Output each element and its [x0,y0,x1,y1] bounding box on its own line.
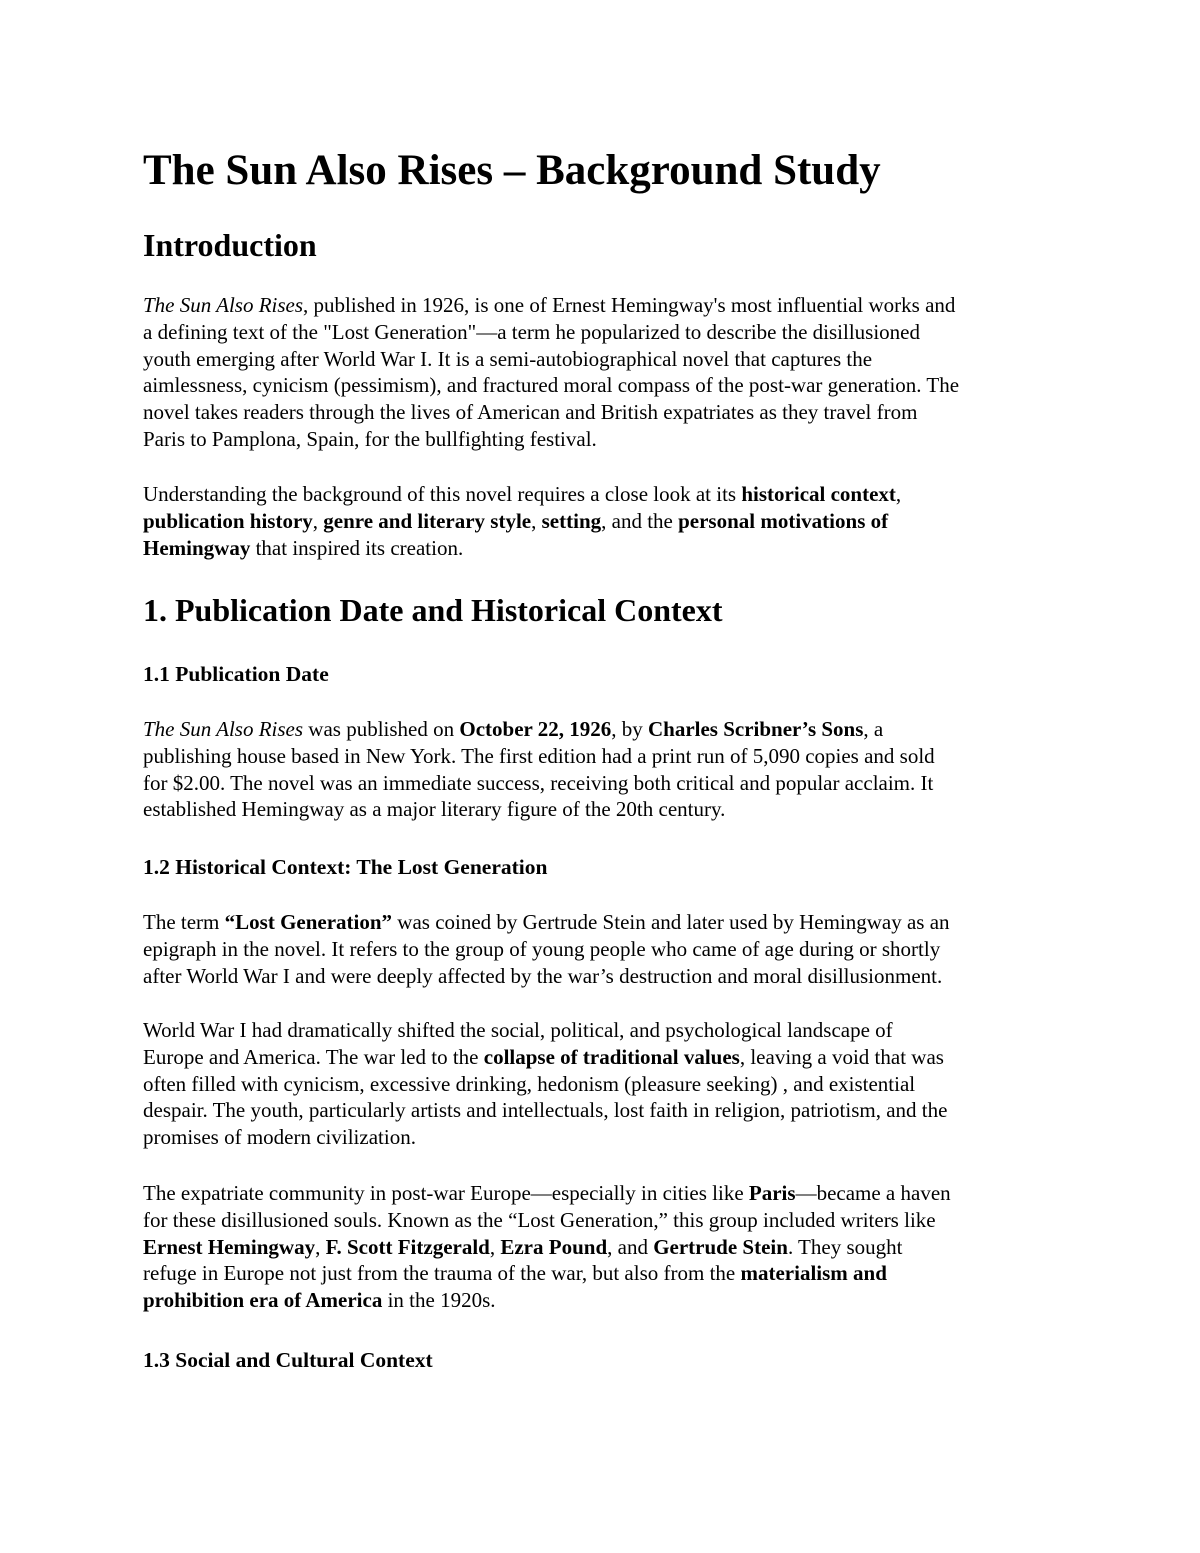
text-line [143,1071,1068,1098]
text-run: personal motivations of [678,508,889,533]
text-run: after World War I and were deeply affected by the war’s destruction and moral disillusionment. [143,963,943,988]
text-run: . They sought [787,1234,903,1259]
text-line [143,936,1068,963]
text-run: novel takes readers through the lives of American and British expatriates as they travel from [143,400,918,425]
text-run: that inspired its creation. [250,535,464,560]
section-1-2-paragraph-3 [143,1180,1068,1314]
text-run: Ernest Hemingway [143,1234,316,1259]
intro-paragraph-1 [143,292,1068,453]
text-run: , published in 1926, is one of Ernest Hemingway's most influential works and [303,293,956,317]
text-run: established Hemingway as a major literary figure of the 20th century. [143,797,726,822]
text-run: despair. The youth, particularly artists and intellectuals, lost faith in religion, patriotism, and the [143,1098,948,1123]
text-run: World War I had dramatically shifted the social, political, and psychological landscape of [143,1018,893,1042]
text-run: Charles Scribner’s Sons [647,717,864,741]
text-run: The term [143,910,225,934]
text-line [143,1044,1068,1071]
text-run: genre and literary style [323,508,532,533]
text-line [143,319,1068,346]
text-run: epigraph in the novel. It refers to the group of young people who came of age during or shortly [143,936,941,961]
text-run: The Sun Also Rises [143,717,304,741]
text-line [143,346,1068,373]
text-run: Paris to Pamplona, Spain, for the bullfighting festival. [143,426,597,451]
text-line [143,1287,1068,1314]
text-line [143,716,1068,743]
text-line [143,770,1068,797]
text-run: publication history [143,508,313,533]
text-run: F. Scott Fitzgerald [325,1234,490,1259]
text-run: Paris [748,1181,796,1205]
section-1-2-heading: 1.2 Historical Context: The Lost Generation [143,855,548,879]
section-1-2-paragraph-2 [143,1017,1068,1151]
text-run: youth emerging after World War I. It is a semi-autobiographical novel that captures the [143,346,873,371]
text-line [143,292,1068,319]
text-line [143,1234,1068,1261]
section-1-3-heading: 1.3 Social and Cultural Context [143,1348,433,1372]
text-run: prohibition era of America [143,1288,383,1313]
text-run: for $2.00. The novel was an immediate success, receiving both critical and popular acclaim. It [143,770,934,795]
section-1-1-heading: 1.1 Publication Date [143,662,329,686]
text-line [143,963,1068,990]
section-1-2-paragraph-1 [143,909,1068,989]
text-line [143,481,1068,508]
text-line [143,743,1068,770]
text-line [143,399,1068,426]
text-run: refuge in Europe not just from the trauma of the war, but also from the [143,1261,741,1286]
text-run: , [312,508,324,533]
text-run: , [895,482,902,506]
text-run: , and [607,1234,654,1259]
text-run: materialism and [740,1261,887,1286]
text-run: , and the [601,508,679,533]
text-run: Europe and America. The war led to the [143,1044,484,1069]
section-1-1-paragraph-1 [143,716,1068,823]
intro-heading: Introduction [143,227,317,263]
text-line [143,796,1068,823]
text-run: Ezra Pound [500,1234,608,1259]
text-run: for these disillusioned souls. Known as the “Lost Generation,” this group included writers like [143,1207,936,1232]
text-run: October 22, 1926 [459,717,612,741]
text-line [143,909,1068,936]
text-run: The expatriate community in post-war Europe—especially in cities like [143,1181,749,1205]
text-line [143,372,1068,399]
text-line [143,535,1068,562]
text-run: The Sun Also Rises [143,293,304,317]
text-run: , [489,1234,501,1259]
text-run: Hemingway [143,535,251,560]
text-run: , by [611,717,648,741]
text-run: publishing house based in New York. The first edition had a print run of 5,090 copies and sold [143,743,935,768]
text-run: promises of modern civilization. [143,1125,416,1150]
text-line [143,1017,1068,1044]
text-run: a defining text of the "Lost Generation"—a term he popularized to describe the disillusioned [143,319,920,344]
text-line [143,1124,1068,1151]
text-run: aimlessness, cynicism (pessimism), and fractured moral compass of the post-war generation. The [143,373,960,398]
text-run: collapse of traditional values [483,1044,740,1069]
text-line [143,1097,1068,1124]
text-run: often filled with cynicism, excessive drinking, hedonism (pleasure seeking) , and existential [143,1071,916,1096]
text-run: , a [863,717,884,741]
text-line [143,1260,1068,1287]
section-1-heading: 1. Publication Date and Historical Context [143,592,723,628]
intro-paragraph-2 [143,481,1068,561]
text-run: historical context [741,482,896,506]
text-run: Understanding the background of this novel requires a close look at its [143,482,742,506]
text-line [143,1180,1068,1207]
text-line [143,426,1068,453]
text-run: —became a haven [795,1181,951,1205]
text-run: , leaving a void that was [739,1044,944,1069]
text-run: was published on [303,717,460,741]
text-run: was coined by Gertrude Stein and later used by Hemingway as an [392,910,950,934]
text-run: Gertrude Stein [653,1234,788,1259]
text-run: “Lost Generation” [224,910,393,934]
text-run: setting [541,508,602,533]
text-run: , [315,1234,326,1259]
text-run: , [531,508,542,533]
text-line [143,508,1068,535]
document-title: The Sun Also Rises – Background Study [143,147,881,194]
text-line [143,1207,1068,1234]
text-run: in the 1920s. [382,1288,496,1313]
